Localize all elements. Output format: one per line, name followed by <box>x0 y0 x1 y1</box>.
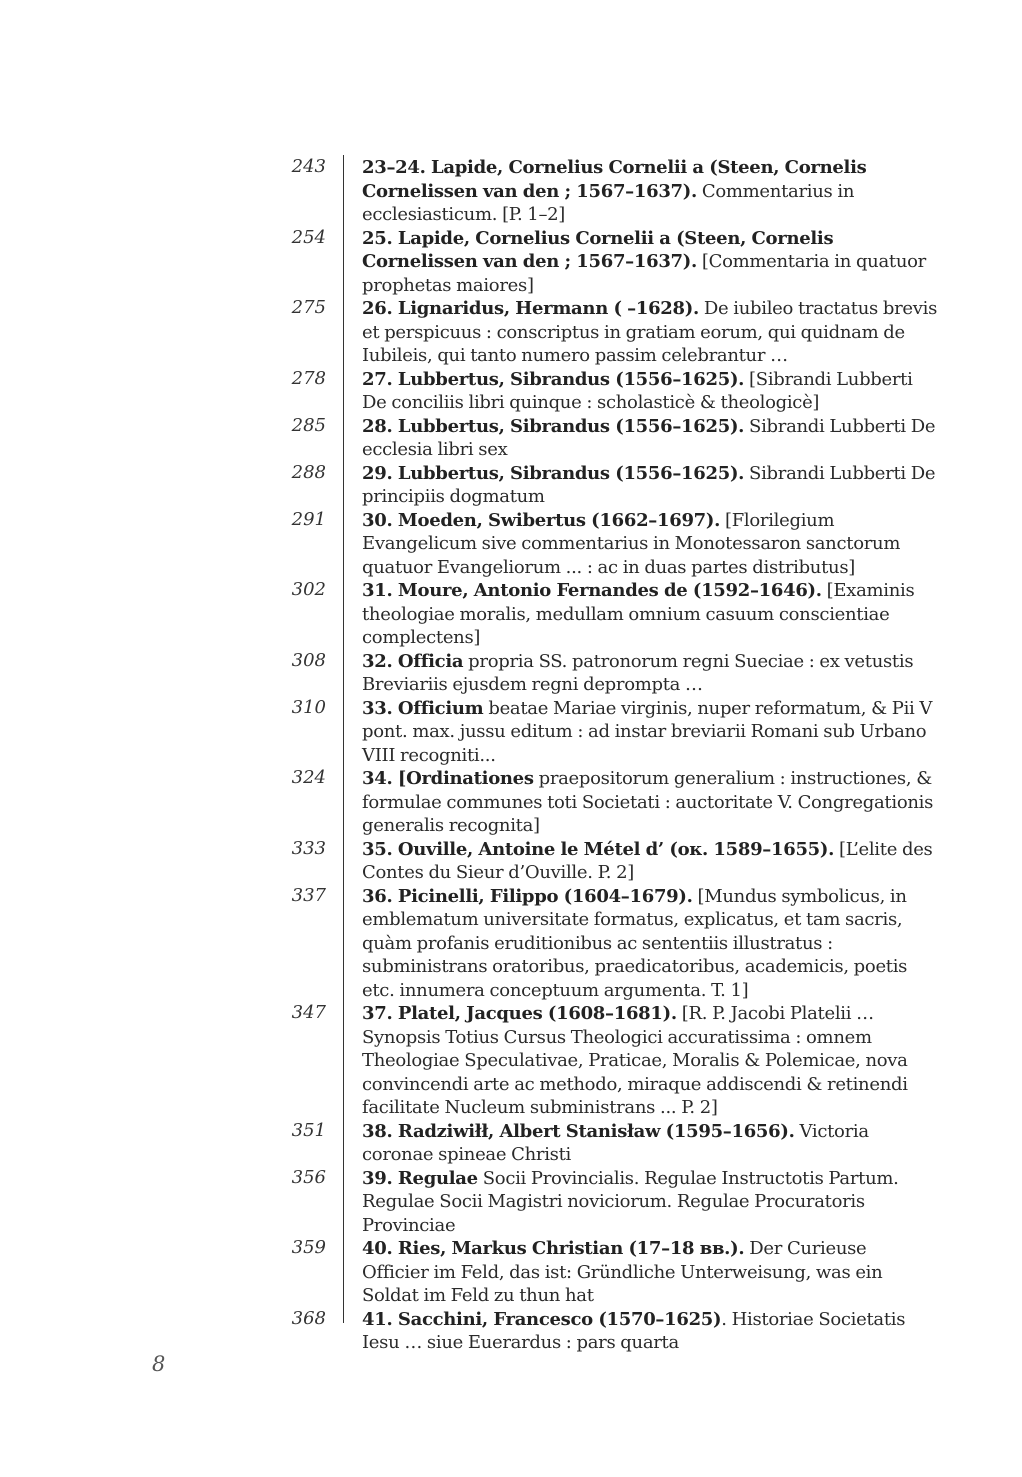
list-item <box>0 509 1022 580</box>
page-number: 308 <box>291 649 326 671</box>
entry-text <box>362 1167 937 1238</box>
page-number: 351 <box>291 1119 326 1141</box>
entry-text <box>362 462 937 509</box>
entry-heading: 28. Lubbertus, Sibrandus (1556–1625). <box>362 415 745 437</box>
entry-text <box>362 767 937 838</box>
entry-text <box>362 509 937 580</box>
entry-heading: 30. Moeden, Swibertus (1662–1697). <box>362 509 721 531</box>
entry-text <box>362 885 937 1003</box>
entry-heading: 39. Regulae <box>362 1167 478 1189</box>
entry-heading: 33. Officium <box>362 697 484 719</box>
list-item <box>0 1237 1022 1308</box>
entry-heading: 26. Lignaridus, Hermann ( –1628). <box>362 298 699 319</box>
entry-title: De iubileo tractatus brevis et perspicuus : conscriptus in gratiam eorum, qui quidnam de Iubileis, qui tanto numero passim celebrantur … <box>362 298 938 366</box>
entry-text <box>362 415 937 462</box>
entry-title: [L’elite des Contes du Sieur d’Ouville. P. 2] <box>362 838 933 883</box>
list-item <box>0 227 1022 298</box>
entry-title: Sibrandi Lubberti De ecclesia libri sex <box>362 415 936 460</box>
entry-title: [Florilegium Evangelicum sive commentarius in Monotessaron sanctorum quatuor Evangeliorum ... : ac in duas partes distributus] <box>362 509 901 578</box>
entry-heading: 29. Lubbertus, Sibrandus (1556–1625). <box>362 462 745 484</box>
list-item <box>0 838 1022 885</box>
page-number: 278 <box>291 367 326 389</box>
entry-heading: 23–24. Lapide, Cornelius Cornelii a (Steen, Cornelis Cornelissen van den ; 1567–1637). <box>362 157 867 202</box>
list-item <box>0 1002 1022 1120</box>
entry-text <box>362 697 937 768</box>
page-number: 324 <box>291 767 326 788</box>
entry-title: Der Curieuse Officier im Feld, das ist: Gründliche Unterweisung, was ein Soldat im Feld zu thun hat <box>362 1238 883 1306</box>
entry-text <box>362 650 937 697</box>
entry-heading: 40. Ries, Markus Christian (17–18 вв.). <box>362 1238 745 1259</box>
page-number: 333 <box>291 837 326 859</box>
entry-title: [Mundus symbolicus, in emblematum universitate formatus, explicatus, et tam sacris, quàm profanis eruditionibus ac sententiis illustratus : subministrans oratoribus, praedicatoribus, academicis, poetis etc. innumera conceptuum argumenta. T. 1] <box>362 885 908 1001</box>
list-item <box>0 767 1022 838</box>
list-item <box>0 156 1022 227</box>
page-number: 356 <box>291 1166 326 1188</box>
entry-title: Sibrandi Lubberti De principiis dogmatum <box>362 462 936 507</box>
entry-title: [Sibrandi Lubberti De conciliis libri quinque : scholasticè & theologicè] <box>362 368 913 413</box>
page-number: 347 <box>291 1002 326 1023</box>
entry-title: Victoria coronae spineae Christi <box>362 1120 869 1165</box>
entry-text <box>362 156 937 227</box>
page-number: 243 <box>291 156 326 177</box>
page-number: 254 <box>291 226 326 248</box>
list-item <box>0 415 1022 462</box>
entry-title: Commentarius in ecclesiasticum. [P. 1–2] <box>362 180 855 225</box>
entry-title: [R. P. Jacobi Platelii … Synopsis Totius Cursus Theologici accuratissima : omnem Theologiae Speculativae, Praticae, Moralis & Polemicae, nova convincendi arte ac methodo, miraque addiscendi & retinendi facilitate Nucleum subministrans ... P. 2] <box>362 1003 908 1118</box>
entry-heading: 41. Sacchini, Francesco (1570–1625) <box>362 1308 722 1330</box>
entry-heading: 37. Platel, Jacques (1608–1681). <box>362 1003 677 1024</box>
page-number: 302 <box>291 579 326 600</box>
entry-text <box>362 368 937 415</box>
list-item <box>0 297 1022 368</box>
folio-page-number: 8 <box>152 1352 166 1376</box>
list-item <box>0 1120 1022 1167</box>
list-item <box>0 1308 1022 1355</box>
entry-text <box>362 838 937 885</box>
page-number: 310 <box>291 696 326 718</box>
entry-heading: 38. Radziwiłł, Albert Stanisław (1595–1656). <box>362 1120 795 1142</box>
page-number: 337 <box>291 884 326 906</box>
entry-heading: 36. Picinelli, Filippo (1604–1679). <box>362 885 693 907</box>
list-item <box>0 697 1022 768</box>
entry-heading: 31. Moure, Antonio Fernandes de (1592–1646). <box>362 580 822 601</box>
entry-heading: 34. [Ordinationes <box>362 768 534 789</box>
entry-title: Socii Provincialis. Regulae Instructotis Partum. Regulae Socii Magistri noviciorum. Regulae Procuratoris Provinciae <box>362 1167 899 1236</box>
entry-text <box>362 1002 937 1120</box>
entry-text <box>362 579 937 650</box>
list-item <box>0 1167 1022 1238</box>
entry-text <box>362 297 937 368</box>
list-item <box>0 462 1022 509</box>
entry-title: beatae Mariae virginis, nuper reformatum, & Pii V pont. max. jussu editum : ad instar breviarii Romani sub Urbano VIII recogniti... <box>362 697 933 766</box>
entry-heading: 35. Ouville, Antoine le Métel d’ (ок. 1589–1655). <box>362 838 835 860</box>
list-item <box>0 650 1022 697</box>
entry-title: [Commentaria in quatuor prophetas maiores] <box>362 251 926 296</box>
entry-text <box>362 1237 937 1308</box>
page-number: 275 <box>291 297 326 318</box>
entry-title: propria SS. patronorum regni Sueciae : ex vetustis Breviariis ejusdem regni deprompta … <box>362 650 914 695</box>
list-item <box>0 368 1022 415</box>
page-number: 288 <box>291 461 326 483</box>
page-number: 285 <box>291 414 326 436</box>
entry-title: praepositorum generalium : instructiones, & formulae communes toti Societati : auctoritate V. Congregationis generalis recognita] <box>362 768 934 836</box>
entry-text <box>362 1308 937 1355</box>
page-number: 291 <box>291 508 326 530</box>
entry-heading: 25. Lapide, Cornelius Cornelii a (Steen, Cornelis Cornelissen van den ; 1567–1637). <box>362 227 834 272</box>
entry-title: [Examinis theologiae moralis, medullam omnium casuum conscientiae complectens] <box>362 580 915 648</box>
list-item <box>0 885 1022 1003</box>
entry-title: . Historiae Societatis Iesu … siue Euerardus : pars quarta <box>362 1308 906 1353</box>
page-number: 368 <box>291 1307 326 1329</box>
entry-text <box>362 1120 937 1167</box>
entry-heading: 32. Officia <box>362 650 464 672</box>
entry-text <box>362 227 937 298</box>
list-item <box>0 579 1022 650</box>
entry-heading: 27. Lubbertus, Sibrandus (1556–1625). <box>362 368 745 390</box>
entry-list <box>0 156 1022 1355</box>
page-number: 359 <box>291 1237 326 1258</box>
